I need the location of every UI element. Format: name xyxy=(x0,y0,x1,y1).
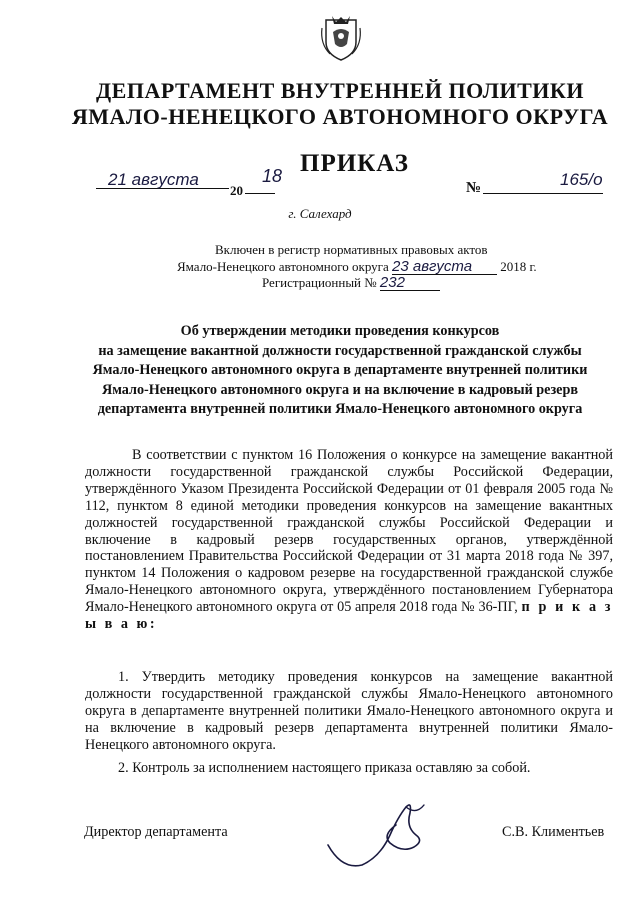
registry-date: 23 августа xyxy=(392,260,497,275)
city: г. Салехард xyxy=(288,206,352,221)
title-line: Ямало-Ненецкого автономного округа в департаменте внутренней политики xyxy=(92,362,588,379)
preamble-text: В соответствии с пунктом 16 Положения о конкурсе на замещение вакантной должности государственной гражданской службы Российской Федерации, утверждённого Указом Президента Российской Федерации от 01 февраля 2005 года № 112, пунктом 8 единой методики проведения конкурсов на замещение вакантных должностей государственной гражданской службы Российской Федерации и включение в кадровый резерв государственных органов, утверждённой постановлением Правительства Российской Федерации от 31 марта 2018 года № 397, пунктом 14 Положения о кадровом резерве на государственной гражданской службе Ямало-Ненецкого автономного округа, утверждённого постановлением Губернатора Ямало-Ненецкого автономного округа от 05 апреля 2018 года № 36-ПГ, xyxy=(85,447,613,616)
year-prefix: 20 xyxy=(230,183,243,198)
registry-line2-prefix: Ямало-Ненецкого автономного округа xyxy=(177,259,389,274)
number-label: № xyxy=(466,180,482,196)
title-line: департамента внутренней политики Ямало-Ненецкого автономного округа xyxy=(97,401,583,418)
preamble-paragraph xyxy=(85,447,613,633)
registry-number: 232 xyxy=(380,276,440,291)
number-underline xyxy=(483,193,603,194)
coat-of-arms-icon xyxy=(318,14,364,62)
department-name-line1: ДЕПАРТАМЕНТ ВНУТРЕННЕЙ ПОЛИТИКИ xyxy=(96,78,584,103)
signatory-name: С.В. Климентьев xyxy=(502,824,605,840)
registry-line2 xyxy=(177,259,537,275)
department-name-line2: ЯМАЛО-НЕНЕЦКОГО АВТОНОМНОГО ОКРУГА xyxy=(71,104,609,129)
order-title xyxy=(60,322,620,420)
item-1: 1. Утвердить методику проведения конкурсов на замещение вакантной должности государственной гражданской службы Ямало-Ненецкого автономного округа в департаменте внутренней политики Ямало-Ненецкого автономного округа и на включение в кадровый резерв департамента внутренней политики Ямало-Ненецкого автономного округа. xyxy=(85,669,613,753)
handwritten-signature-icon xyxy=(320,795,445,880)
year-underline xyxy=(245,193,275,194)
registry-line3 xyxy=(262,275,440,291)
order-number: 165/о xyxy=(560,170,603,189)
title-line: Об утверждении методики проведения конкурсов xyxy=(180,323,500,339)
registry-line3-prefix: Регистрационный № xyxy=(262,275,377,290)
order-date: 21 августа xyxy=(108,170,199,189)
registry-line2-suffix: 2018 г. xyxy=(500,259,537,274)
item-2: 2. Контроль за исполнением настоящего приказа оставляю за собой. xyxy=(118,760,531,776)
title-line: Ямало-Ненецкого автономного округа и на включение в кадровый резерв xyxy=(101,381,579,398)
registry-line1: Включен в регистр нормативных правовых актов xyxy=(215,242,488,257)
title-line: на замещение вакантной должности государственной гражданской службы xyxy=(98,342,582,359)
signatory-position: Директор департамента xyxy=(84,824,228,840)
command-word: п р и к а з ы в а ю: xyxy=(85,599,613,633)
doc-type-heading: ПРИКАЗ xyxy=(300,150,409,177)
year-suffix: 18 xyxy=(262,166,283,186)
